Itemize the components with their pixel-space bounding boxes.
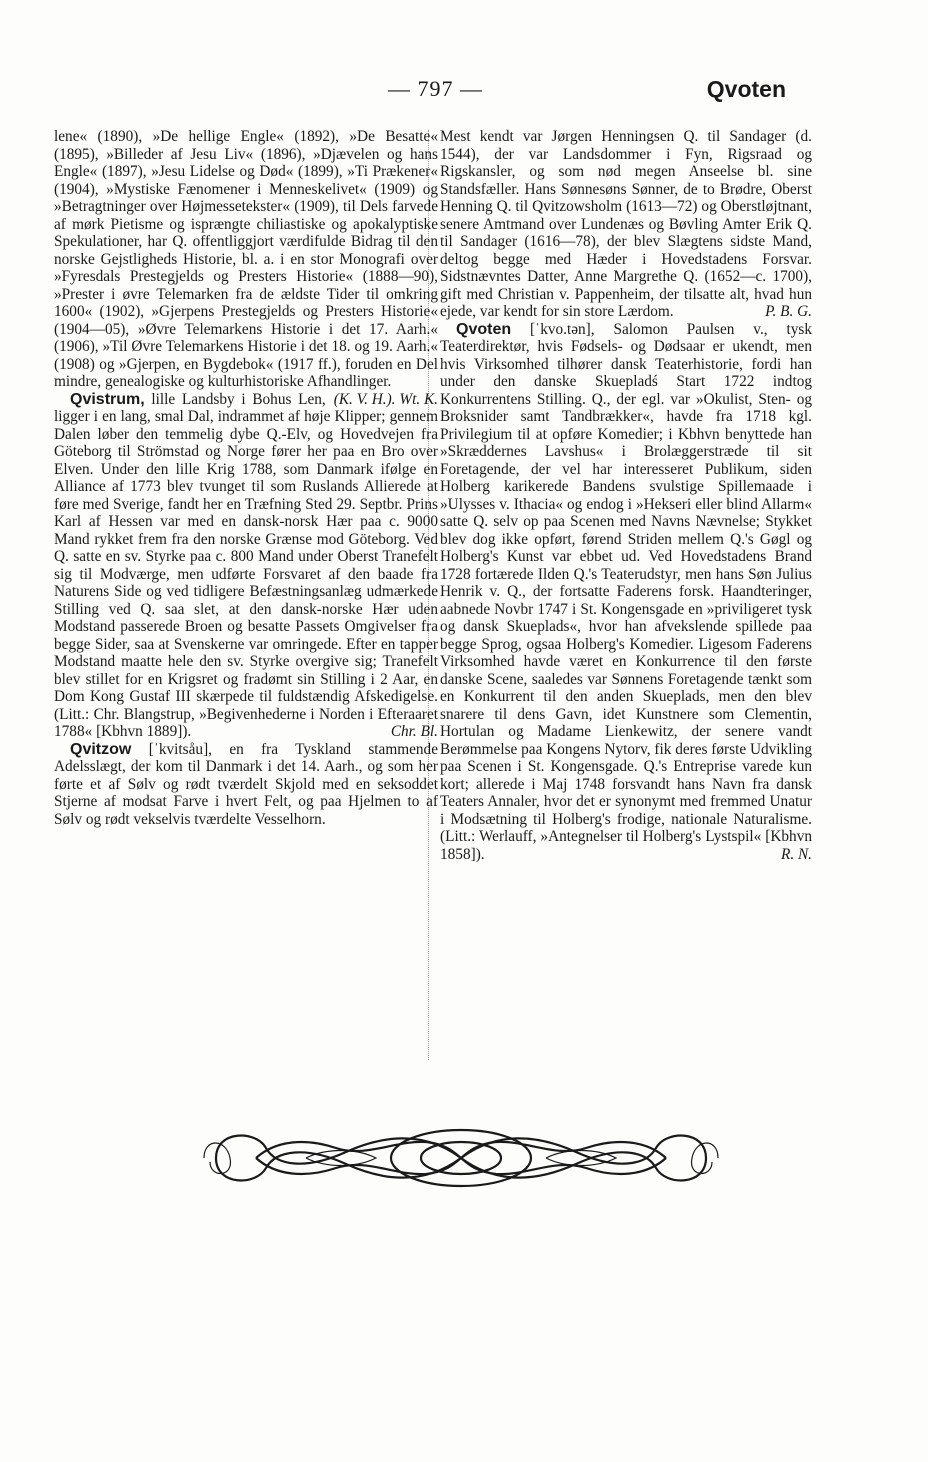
headword: Qvitzow [70, 740, 132, 758]
decorative-knot-ornament-icon [196, 1118, 726, 1198]
running-head: Qvoten [706, 76, 786, 102]
entry-qvoten [440, 321, 812, 864]
entry-qvistrum [54, 391, 438, 741]
signature: R. N. [780, 845, 812, 863]
entry-qvitzow [54, 741, 438, 829]
page-header [0, 72, 928, 112]
continuation-body: lene« (1890), »De hellige Engle« (1892), »De Besatte« (1895), »Billeder af Jesu Liv« (1896), »Djævelen og hans Engle« (1897), »Jesu Lidelse og Død« (1899), »Ti Prækener« (1904), »Mystiske Fænomener i Menneskelivet« (1909) og »Betragtninger over Højmessetekster« (1909), til Dels farvede af mørk Pietisme og isprængte chiliastiske og apokalyptiske Spekulationer, har Q. offentliggjort værdifulde Bidrag til den norske Gejstligheds Historie, bl. a. i en stor Monografi over »Fyresdals Prestegjelds og Presters Historie« (1888—90), »Prester i øvre Telemarken fra de ældste Tider til omkring 1600« (1902), »Gjerpens Prestegjelds og Presters Historie« (1904—05), »Øvre Telemarkens Historie i det 17. Aarh.« (1906), »Til Øvre Telemarkens Historie i det 18. og 19. Aarh.« (1908) og »Gjerpen, en Bygdebok« (1917 ff.), foruden en Del mindre, genealogiske og kulturhistoriske Afhandlinger. [54, 128, 438, 390]
headword: Qvistrum, [70, 390, 145, 408]
entry-body: lille Landsby i Bohus Len, ligger i en lang, smal Dal, indrammet af høje Klipper; gennem Dalen løber den temmelig dybe Q.-Elv, og Hovedvejen fra Göteborg til Strömstad og Norge fører her paa en Bro over Elven. Under den lille Krig 1788, som Danmark ifølge en Alliance af 1773 blev tvunget til som Ruslands Allierede at føre med Sverige, fandt her en Træfning Sted 29. Septbr. Prins Karl af Hessen var med en dansk-norsk Hær paa c. 9000 Mand rykket frem fra den norske Grænse mod Göteborg. Ved Q. satte en sv. Styrke paa c. 800 Mand under Oberst Tranefelt sig til Modværge, men udførte Forsvaret af den baade fra Naturens Side og ved tidligere Befæstningsanlæg udmærkede Stilling ved Q. saa slet, at den dansk-norske Hær uden Modstand passerede Broen og besatte Passets Omgivelser fra begge Sider, saa at Svenskerne var omringede. Efter en tapper Modstand maatte hele den sv. Styrke overgive sig; Tranefelt blev stillet for en Krigsret og fradømt sin Stilling i 2 Aar, en Dom Kong Gustaf III skærpede til fuldstændig Afskedigelse. (Litt.: Chr. Blangstrup, »Begivenhederne i Norden i Efteraaret 1788« [Kbhvn 1889]). [54, 390, 438, 740]
signature: P. B. G. [765, 303, 812, 320]
left-column [54, 128, 438, 828]
entry-body: [ˈkvitsåu], en fra Tyskland stammende Adelsslægt, der kom til Danmark i det 14. Aarh., og som her førte et af Sølv og rødt tværdelt Skjold med en seksoddet Stjerne af modsat Farve i hvert Felt, og paa Hjelmen to af Sølv og rødt vekselvis tværdelte Vesselhorn. [54, 740, 438, 828]
page-number: — 797 — [388, 76, 483, 101]
right-column [440, 128, 812, 863]
headword: Qvoten [456, 320, 512, 338]
signature: Chr. Bl. [390, 723, 438, 740]
entry-body: [ˈkvo.tən], Salomon Paulsen v., tysk Teaterdirektør, hvis Fødsels- og Dødsaar er ukendt, men hvis Virksomhed tilhører dansk Teaterhistorie, fordi han under den danske Skuepladś Start 1722 indtog Konkurrentens Stilling. Q., der egl. var »Okulist, Sten- og Broksnider samt Tandbrækker«, havde fra 1718 kgl. Privilegium til at opføre Komedier; i Kbhvn benyttede han »Skræddernes Lavshus« i Brolæggerstræde til sit Foretagende, der vel har interesseret Publikum, siden Holberg karikerede Bandens svulstige Spillemaade i »Ulysses v. Ithacia« og endog i »Hekseri eller blind Allarm« satte Q. selv op paa Scenen med Navns Nævnelse; Stykket blev dog ikke opført, førend Striden mellem Q.'s Gøgl og Holberg's Kunst var ebbet ud. Ved Hovedstadens Brand 1728 fortærede Ilden Q.'s Teaterudstyr, men hans Søn Julius Henrik v. Q., der fortsatte Faderens forsk. Haandteringer, aabnede Novbr 1747 i St. Kongensgade en »priviligeret tysk og dansk Skueplads«, hvor han afvekslende spillede paa begge Sprog, ogsaa Holberg's Komedier. Ligesom Faderens Virksomhed havde været en Konkurrence til den første danske Scene, saaledes var Sønnens Foretagende tænkt som en Konkurrent til den anden Skueplads, men den blev snarere til dens Gavn, idet Kunstnere som Clementin, Hortulan og Madame Lienkewitz, der senere vandt Berømmelse paa Kongens Nytorv, fik deres første Udvikling paa Scenen i St. Kongensgade. Q.'s Entreprise varede kun kort; allerede i Maj 1748 forsvandt hans Navn fra dansk Teaters Annaler, hvor det er synonymt med fremmed Unatur i Modsætning til Holberg's frodige, nationale Naturalisme. (Litt.: Werlauff, »Antegnelser til Holberg's Lystspil« [Kbhvn 1858]). [440, 320, 812, 863]
continuation-text-right [440, 128, 812, 321]
signature: (K. V. H.). Wt. K. [333, 390, 438, 408]
continuation-body: Mest kendt var Jørgen Henningsen Q. til Sandager (d. 1544), der var Landsdommer i Fyn, Rigsraad og Rigskansler, og som nød megen Anseelse bl. sine Standsfæller. Hans Sønnesøns Sønner, de to Brødre, Oberst Henning Q. til Qvitzowsholm (1613—72) og Oberstløjtnant, senere Amtmand over Lundenæs og Bøvling Amter Erik Q. til Sandager (1616—78), der blev Slægtens sidste Mand, deltog begge med Hæder i Hovedstadens Forsvar. Sidstnævntes Datter, Anne Margrethe Q. (1652—c. 1700), gift med Christian v. Pappenheim, der tilsatte alt, hvad hun ejede, var kendt for sin store Lærdom. [440, 128, 812, 320]
